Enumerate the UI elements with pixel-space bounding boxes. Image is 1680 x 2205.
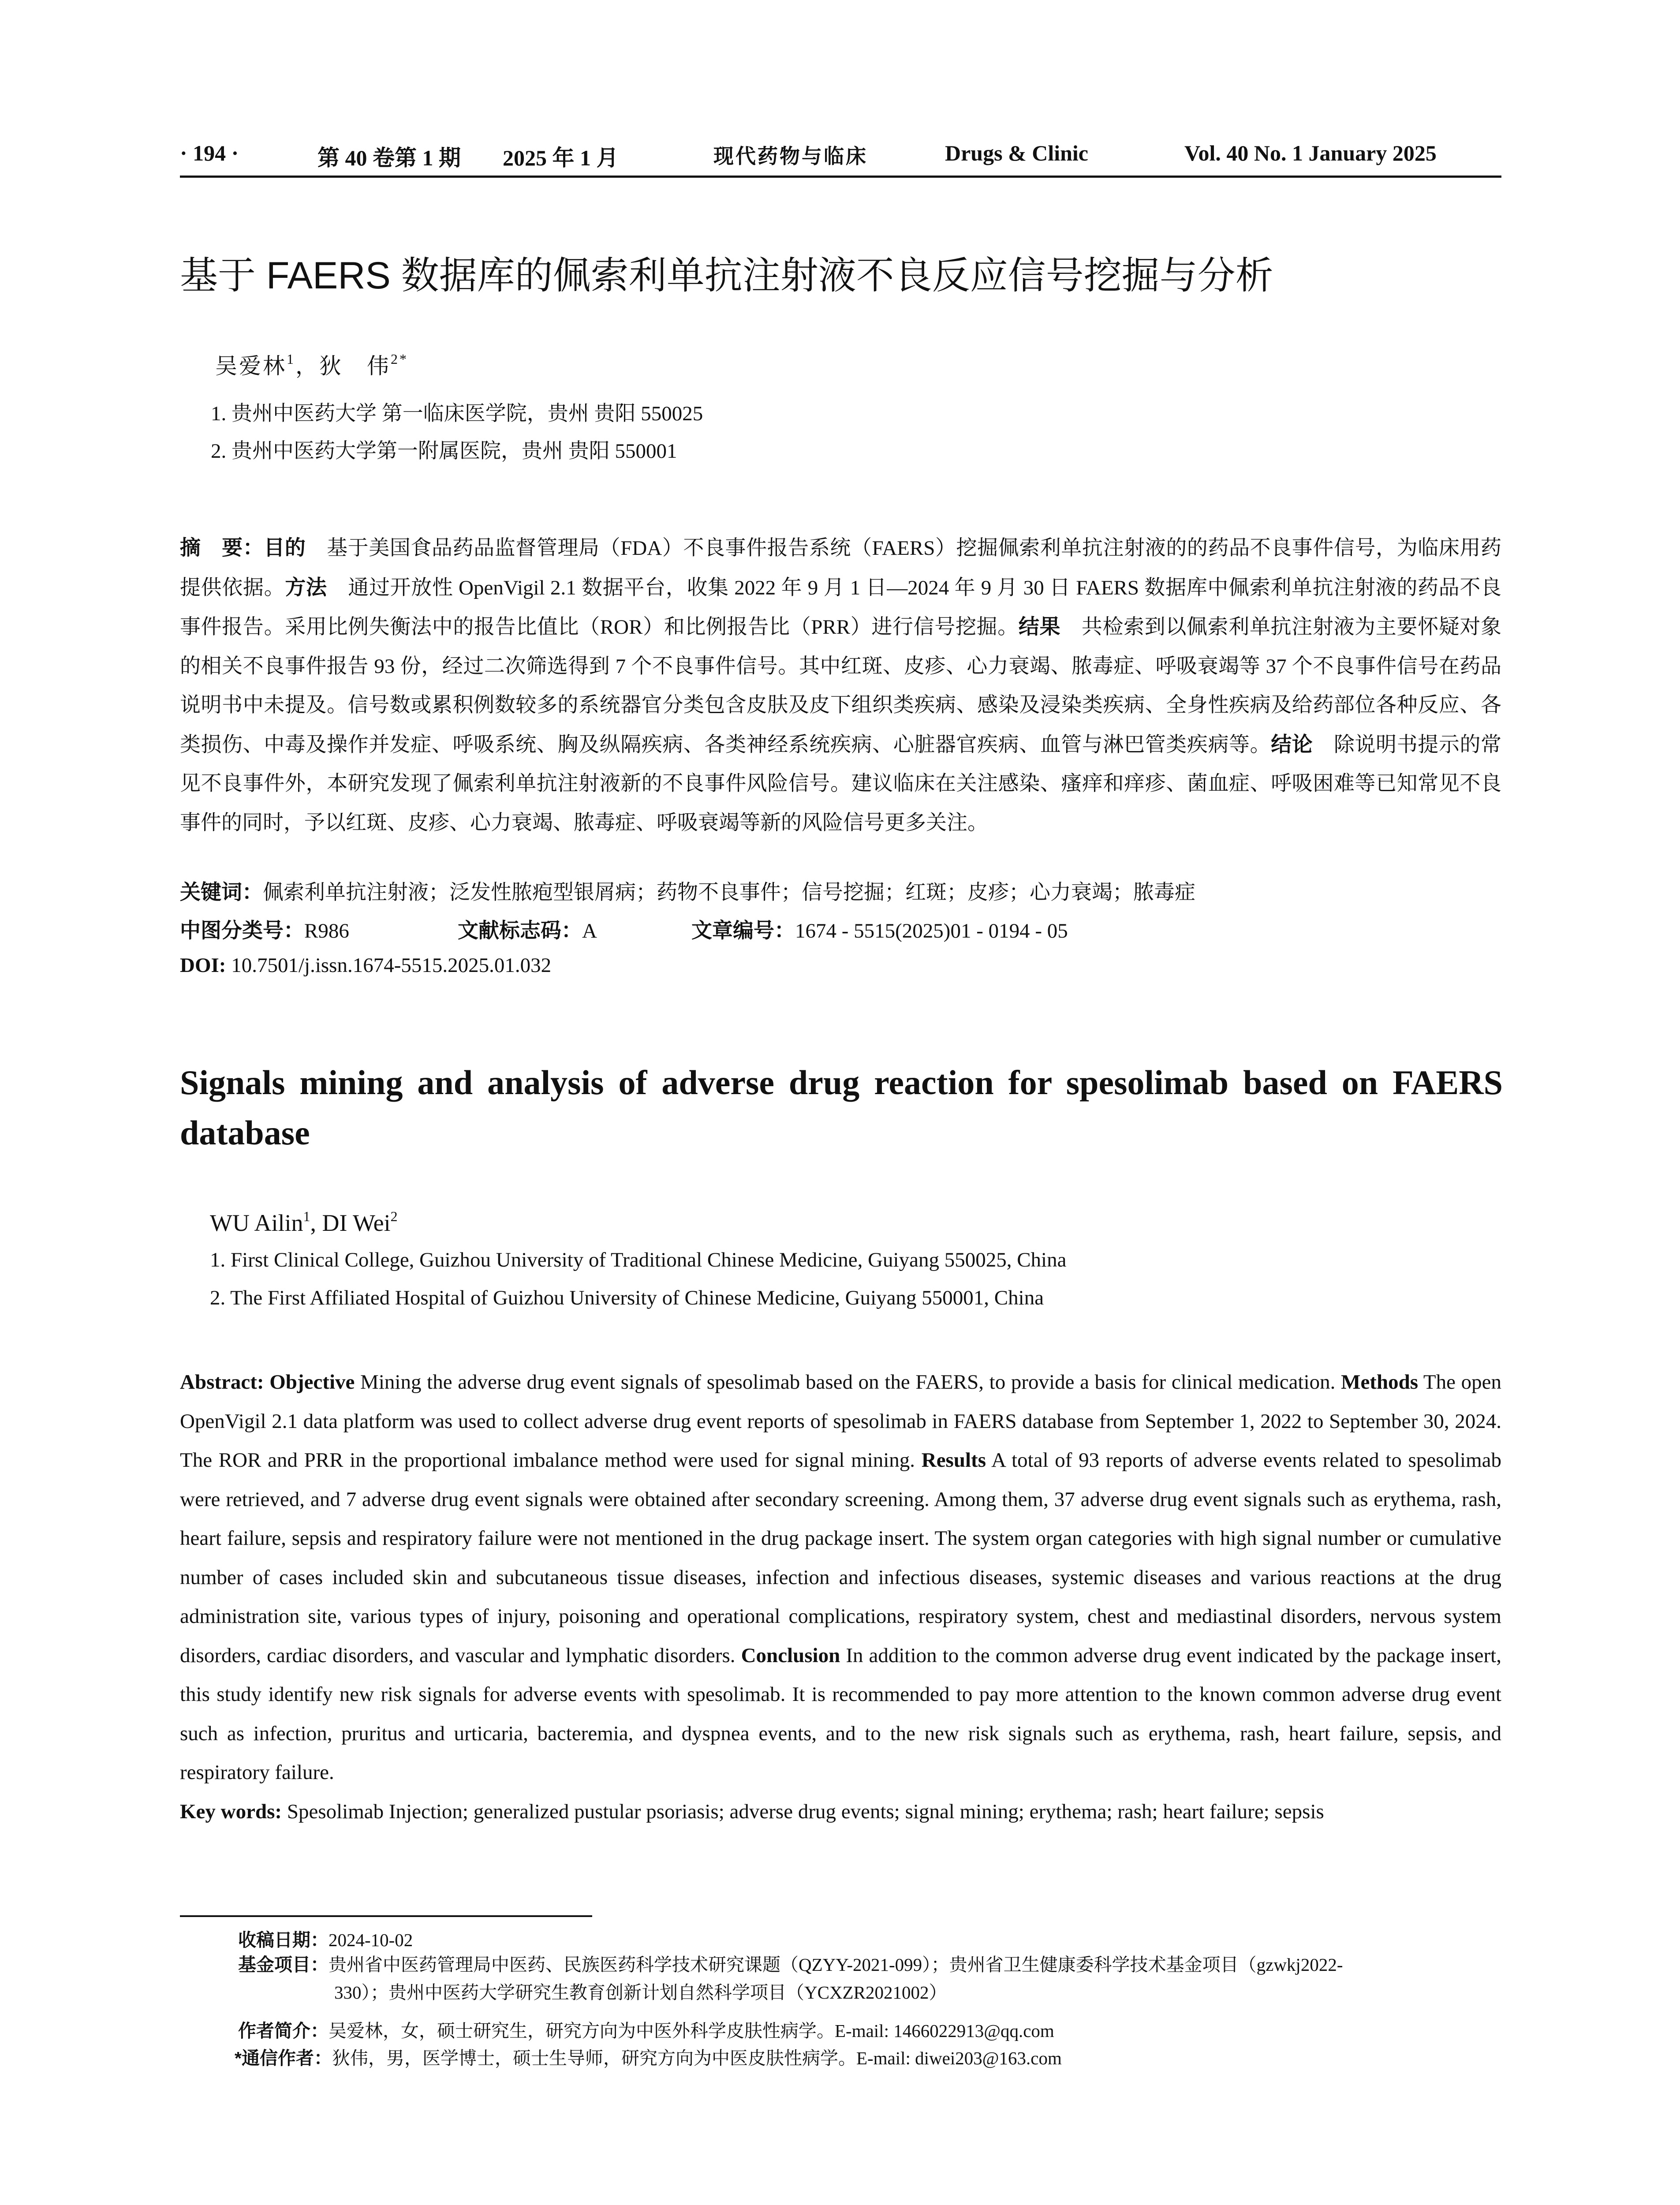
conclusion-label: Conclusion: [741, 1644, 840, 1667]
author-name: WU Ailin: [210, 1210, 303, 1236]
affiliation-en-1: 1. First Clinical College, Guizhou University of Traditional Chinese Medicine, Guiyang 550025, China: [210, 1248, 1067, 1271]
article-title-en: Signals mining and analysis of adverse drug reaction for spesolimab based on FAERS database: [180, 1063, 1503, 1152]
results-text: A total of 93 reports of adverse events related to spesolimab were retrieved, and 7 adverse drug event signals were obtained after secondary screening. Among them, 37 adverse drug event signals such as erythema, rash, heart failure, sepsis and respiratory failure were not mentioned in the drug package insert. The system organ categories with high signal number or cumulative number of cases included skin and subcutaneous tissue diseases, infection and infectious diseases, systemic diseases and various reactions at the drug administration site, various types of injury, poisoning and operational complications, respiratory system, chest and mediastinal disorders, nervous system disorders, cardiac disorders, and vascular and lymphatic disorders.: [180, 1449, 1502, 1667]
footnote-rule: [180, 1915, 592, 1917]
keywords-text: Spesolimab Injection; generalized pustular psoriasis; adverse drug events; signal mining; erythema; rash; heart failure; sepsis: [282, 1800, 1324, 1823]
results-label: 结果: [1018, 615, 1061, 638]
author-name: 狄 伟: [319, 354, 391, 378]
doc-code-value: A: [582, 919, 597, 942]
doi-label: DOI:: [180, 954, 226, 977]
issue-en: Vol. 40 No. 1 January 2025: [1184, 141, 1437, 165]
author-name: 吴爱林: [215, 354, 287, 378]
authors-cn: [215, 348, 408, 380]
fund-label: 基金项目：: [238, 1955, 329, 1975]
received-value: 2024-10-02: [329, 1930, 413, 1950]
classification-line: [180, 914, 1501, 941]
conclusion-label: 结论: [1271, 732, 1313, 756]
article-title-cn: 基于 FAERS 数据库的佩索利单抗注射液不良反应信号挖掘与分析: [180, 254, 1273, 297]
objective-label: 目的: [264, 536, 306, 559]
page-number: · 194 ·: [180, 141, 239, 165]
journal-name-cn: 现代药物与临床: [713, 145, 868, 168]
abstract-objective-label: Abstract: Objective: [180, 1371, 355, 1394]
methods-text: 通过开放性 OpenVigil 2.1 数据平台，收集 2022 年 9 月 1 日—2024 年 9 月 30 日 FAERS 数据库中佩索利单抗注射液的药品不良事件报告。采用比例失衡法中的报告比值比（ROR）和比例报告比（PRR）进行信号挖掘。: [180, 576, 1502, 639]
doc-code-label: 文献标志码：: [458, 919, 582, 942]
author-bio-label: 作者简介：: [238, 2021, 329, 2041]
author-separator: ,: [310, 1210, 322, 1236]
author-superscript: 2*: [391, 351, 408, 367]
author-bio: [238, 2017, 1054, 2045]
keywords-label: 关键词：: [180, 880, 263, 904]
received-date: [238, 1926, 413, 1954]
authors-en: [210, 1208, 398, 1237]
corresponding-value: 狄伟，男，医学博士，硕士生导师，研究方向为中医皮肤性病学。E-mail: diwei203@163.com: [332, 2048, 1062, 2068]
methods-label: Methods: [1341, 1371, 1419, 1394]
date-cn: 2025 年 1 月: [503, 146, 619, 170]
author-name: DI Wei: [322, 1210, 391, 1236]
methods-text: The open OpenVigil 2.1 data platform was used to collect adverse drug event reports of spesolimab in FAERS database from September 1, 2022 to September 30, 2024. The ROR and PRR in the proportional imbalance method were used for signal mining.: [180, 1371, 1501, 1472]
results-label: Results: [921, 1449, 986, 1472]
conclusion-text: In addition to the common adverse drug event indicated by the package insert, this study identify new risk signals for adverse events with spesolimab. It is recommended to pay more attention to the known common adverse drug event such as infection, pruritus and urticaria, bacteremia, and dyspnea events, and to the new risk signals such as erythema, rash, heart failure, sepsis, and respiratory failure.: [180, 1644, 1501, 1784]
journal-name-en: Drugs & Clinic: [945, 141, 1088, 165]
keywords-text: 佩索利单抗注射液；泛发性脓疱型银屑病；药物不良事件；信号挖掘；红斑；皮疹；心力衰竭；脓毒症: [263, 881, 1195, 904]
affiliation-cn-1: 1. 贵州中医药大学 第一临床医学院，贵州 贵阳 550025: [211, 402, 703, 425]
author-superscript: 1: [287, 351, 295, 367]
header-rule: [180, 176, 1501, 178]
fund-line-1: 贵州省中医药管理局中医药、民族医药科学技术研究课题（QZYY-2021-099）；贵州省卫生健康委科学技术基金项目（gzwkj2022-: [329, 1955, 1343, 1975]
methods-label: 方法: [285, 575, 327, 599]
corresponding-author: [235, 2044, 1062, 2072]
objective-text: 基于美国食品药品监督管理局（FDA）不良事件报告系统（FAERS）挖掘佩索利单抗注射液的的药品不良事件信号，为临床用药提供依据。: [180, 537, 1502, 599]
results-text: 共检索到以佩索利单抗注射液为主要怀疑对象的相关不良事件报告 93 份，经过二次筛选得到 7 个不良事件信号。其中红斑、皮疹、心力衰竭、脓毒症、呼吸衰竭等 37 个不良事件信号在药品说明书中未提及。信号数或累积例数较多的系统器官分类包含皮肤及皮下组织类疾病、感染及浸染类疾病、全身性疾病及给药部位各种反应、各类损伤、中毒及操作并发症、呼吸系统、胸及纵隔疾病、各类神经系统疾病、心脏器官疾病、血管与淋巴管类疾病等。: [180, 616, 1502, 756]
article-no-label: 文章编号：: [691, 919, 795, 942]
issue-cn: 第 40 卷第 1 期: [317, 146, 461, 170]
affiliation-en-2: 2. The First Affiliated Hospital of Guizhou University of Chinese Medicine, Guiyang 550001, China: [210, 1286, 1044, 1309]
doi-value: 10.7501/j.issn.1674-5515.2025.01.032: [231, 954, 552, 977]
keywords-label: Key words:: [180, 1800, 282, 1823]
conclusion-text: 除说明书提示的常见不良事件外，本研究发现了佩索利单抗注射液新的不良事件风险信号。建议临床在关注感染、瘙痒和痒疹、菌血症、呼吸困难等已知常见不良事件的同时，予以红斑、皮疹、心力衰竭、脓毒症、呼吸衰竭等新的风险信号更多关注。: [180, 733, 1502, 834]
article-no-value: 1674 - 5515(2025)01 - 0194 - 05: [795, 919, 1068, 942]
keywords-cn: [180, 876, 1195, 905]
corresponding-label: *通信作者：: [235, 2048, 332, 2068]
abstract-label: 摘 要：: [180, 536, 264, 559]
clc-label: 中图分类号：: [180, 919, 304, 942]
author-superscript: 1: [303, 1208, 310, 1224]
abstract-en: [180, 1363, 1501, 1831]
author-separator: ，: [295, 354, 319, 378]
abstract-cn: [180, 528, 1501, 842]
received-label: 收稿日期：: [238, 1930, 329, 1950]
objective-text: Mining the adverse drug event signals of spesolimab based on the FAERS, to provide a basis for clinical medication.: [355, 1371, 1341, 1394]
clc-value: R986: [304, 919, 349, 942]
affiliation-cn-2: 2. 贵州中医药大学第一附属医院，贵州 贵阳 550001: [211, 440, 677, 463]
author-superscript: 2: [390, 1208, 398, 1224]
fund-line-2: 330）；贵州中医药大学研究生教育创新计划自然科学项目（YCXZR2021002）: [334, 1982, 947, 2003]
doi-line: [180, 953, 551, 977]
funding-note: [238, 1951, 1502, 2007]
running-header: [180, 140, 1501, 172]
author-bio-value: 吴爱林，女，硕士研究生，研究方向为中医外科学皮肤性病学。E-mail: 1466022913@qq.com: [329, 2021, 1054, 2041]
